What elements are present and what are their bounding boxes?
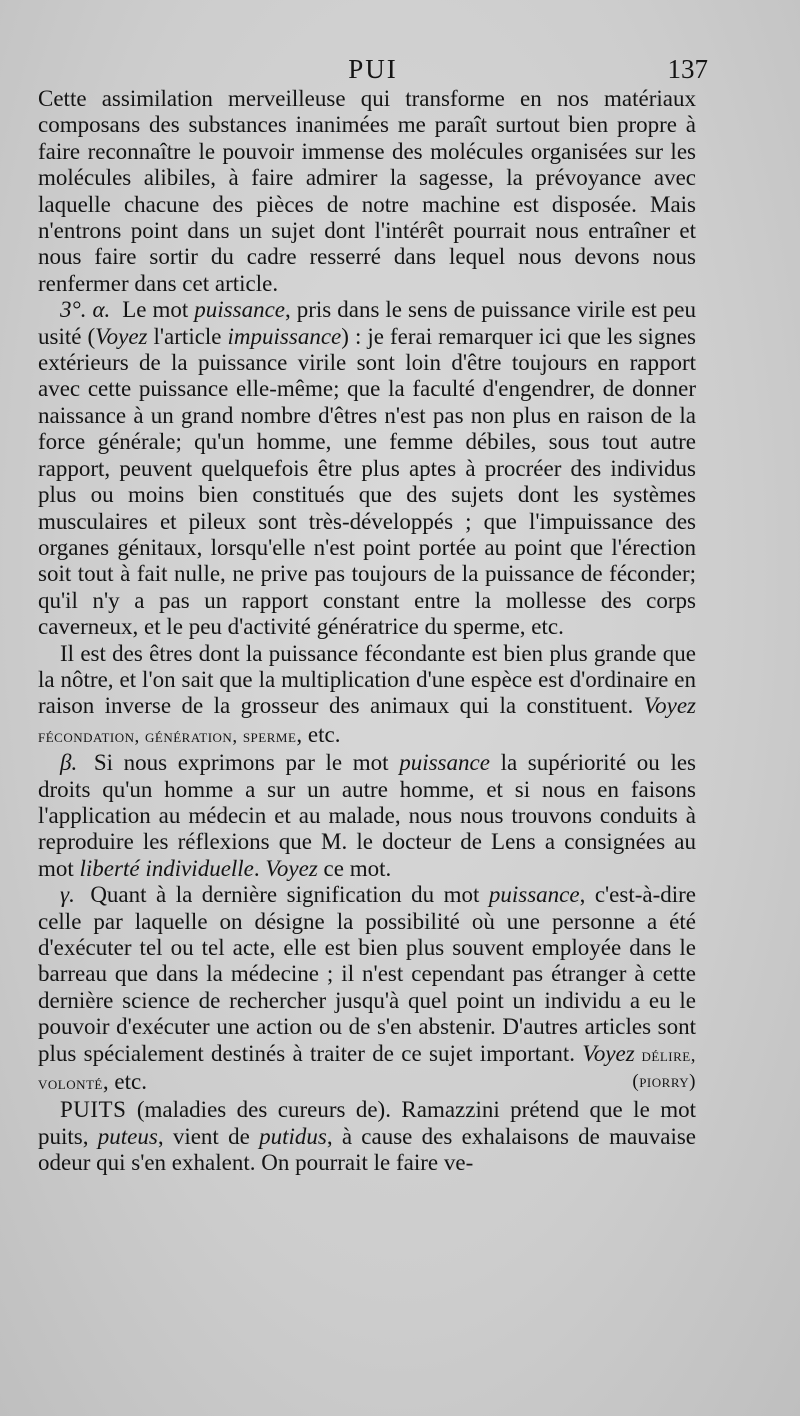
cross-reference: Voyez	[95, 323, 148, 349]
text-run: , etc.	[296, 721, 341, 747]
text-run: , etc.	[102, 1069, 147, 1095]
section-marker: 3°. α.	[60, 297, 111, 323]
small-caps-references: fécondation, génération, sperme	[38, 725, 297, 747]
paragraph-possibilite	[38, 882, 696, 1097]
text-run: , pris dans le sens de puissance virile est peu usité (	[38, 297, 696, 349]
paragraph-assimilation: Cette assimilation merveilleuse qui transforme en nos matériaux composans des substances inanimées me paraît surtout bien propre à faire reconnaître le pouvoir immense des molécules organisées sur les molécules alibiles, à faire admirer la sagesse, la prévoyance avec laquelle chacune des pièces de notre machine est disposée. Mais n'entrons point dans un sujet dont l'intérêt pourrait nous entraîner et nous faire sortir du cadre resserré dans lequel nous devons nous renfermer dans cet article.	[38, 86, 696, 296]
running-head: PUI	[348, 54, 398, 84]
italic-term: putidus	[259, 1123, 327, 1149]
text-run: (maladies des cureurs de). Ramazzini prétend que le mot puits,	[38, 1097, 696, 1149]
paragraph-puits	[38, 1097, 696, 1176]
section-marker: β.	[60, 750, 78, 776]
page-header	[38, 54, 708, 88]
small-caps-references: délire, volonté	[38, 1044, 696, 1095]
text-run: , à cause des exhalaisons de mauvaise odeur qui s'en exhalent. On pourrait le faire ve-	[38, 1123, 696, 1176]
italic-term: puissance	[399, 750, 490, 776]
italic-term: impuissance	[227, 323, 342, 349]
text-run: Le mot	[116, 297, 195, 323]
italic-term: puissance	[194, 297, 286, 323]
italic-term: liberté individuelle	[79, 855, 254, 881]
text-run: , c'est-à-dire celle par laquelle on désigne la possibilité où une personne a été d'exécuter tel ou tel acte, elle est bien plus souvent employée dans le barreau que dans la médecine ; il n'est cependant pas étranger à cette dernière science de rechercher jusqu'à quel point un individu a eu le pouvoir d'exécuter une action ou de s'en abstenir. D'autres articles sont plus spécialement destinés à traiter de ce sujet important.	[38, 882, 697, 1066]
text-run: la supériorité ou les droits qu'un homme a sur un autre homme, et si nous en faisons l'application au médecin et au malade, nous nous trouvons conduits à reproduire les réflexions que M. le docteur de Lens a consignées au mot	[38, 750, 696, 881]
italic-term: puteus	[97, 1123, 158, 1149]
text-run: Quant à la dernière signification du mot	[80, 882, 489, 908]
text-run: ce mot.	[317, 855, 392, 881]
text-run: Si nous exprimons par le mot	[83, 750, 400, 776]
cross-reference: Voyez	[643, 693, 696, 719]
text-run: , vient de	[157, 1123, 260, 1149]
cross-reference: Voyez	[582, 1040, 635, 1066]
cross-reference: Voyez	[265, 855, 318, 881]
body-text	[38, 86, 696, 1177]
text-run: Il est des êtres dont la puissance fécondante est bien plus grande que la nôtre, et l'on sait que la multiplication d'une espèce est d'ordinaire en raison inverse de la grosseur des animaux qui la constituent.	[38, 640, 696, 719]
paragraph-puissance-virile	[38, 297, 696, 640]
page-number: 137	[667, 54, 708, 84]
author-signature: (piorry)	[632, 1071, 696, 1093]
paragraph-fecondation	[38, 641, 696, 751]
section-marker: γ.	[60, 882, 75, 908]
entry-headword: PUITS	[60, 1097, 127, 1123]
text-run: .	[253, 855, 266, 881]
italic-term: puissance	[488, 882, 580, 908]
paragraph-superiorite	[38, 750, 696, 882]
text-run: ) : je ferai remarquer ici que les signes extérieurs de la puissance virile sont loin d'être toujours en rapport avec cette puissance elle-même; que la faculté d'engendrer, de donner naissance à un grand nombre d'êtres n'est pas non plus en raison de la force générale; qu'un homme, une femme débiles, sous tout autre rapport, peuvent quelquefois être plus aptes à procréer des individus plus ou moins bien constitués que des sujets dont les systèmes musculaires et pileux sont très-développés ; que l'impuissance des organes génitaux, lorsqu'elle n'est point portée au point que l'érection soit tout à fait nulle, ne prive pas toujours de la puissance de féconder; qu'il n'y a pas un rapport constant entre la mollesse des corps caverneux, et le peu d'activité génératrice du sperme, etc.	[38, 323, 696, 640]
text-run: l'article	[147, 323, 228, 349]
